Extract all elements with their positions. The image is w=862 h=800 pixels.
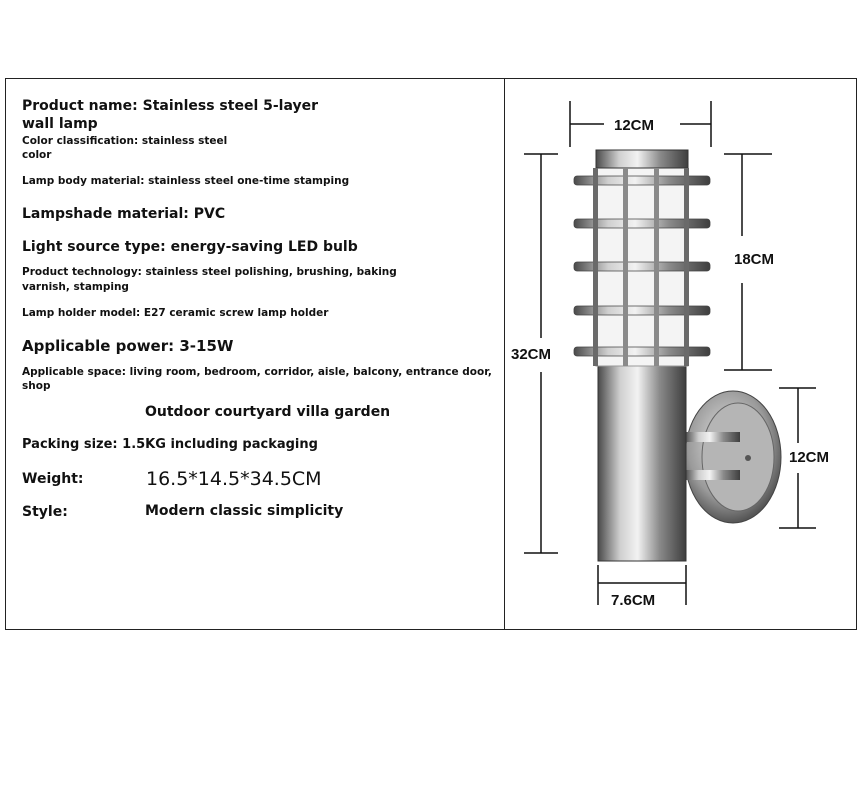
weight-value: 16.5*14.5*34.5CM xyxy=(146,468,322,490)
dimension-tube-width: 7.6CM xyxy=(611,592,656,609)
product-name-line2: wall lamp xyxy=(22,116,98,132)
packing-size: Packing size: 1.5KG including packaging xyxy=(22,437,318,452)
dimension-shade-height: 18CM xyxy=(734,251,775,268)
lamp-tube xyxy=(598,366,686,561)
lamp-body-material: Lamp body material: stainless steel one-time stamping xyxy=(22,175,350,187)
dimension-total-height: 32CM xyxy=(511,346,552,363)
product-name-line1: Product name: Stainless steel 5-layer xyxy=(22,98,319,114)
product-technology-line2: varnish, stamping xyxy=(22,281,129,293)
style-label: Style: xyxy=(22,504,68,520)
color-classification-line2: color xyxy=(22,149,52,161)
applicable-space-outdoor: Outdoor courtyard villa garden xyxy=(145,404,391,420)
color-classification-line1: Color classification: stainless steel xyxy=(22,135,228,147)
wall-lamp-illustration xyxy=(505,79,856,629)
applicable-power: Applicable power: 3-15W xyxy=(22,337,234,355)
weight-label: Weight: xyxy=(22,471,84,487)
dimension-base-diameter: 12CM xyxy=(789,449,830,466)
applicable-space-line1: Applicable space: living room, bedroom, corridor, aisle, balcony, entrance door, xyxy=(22,366,492,378)
product-technology-line1: Product technology: stainless steel polishing, brushing, baking xyxy=(22,266,397,278)
applicable-space-line2: shop xyxy=(22,380,51,392)
light-source-type: Light source type: energy-saving LED bulb xyxy=(22,239,358,255)
style-value: Modern classic simplicity xyxy=(145,503,344,519)
wall-base-plate xyxy=(685,391,781,523)
lamp-shade xyxy=(574,150,710,366)
dimension-top-width: 12CM xyxy=(614,117,655,134)
lamp-holder-model: Lamp holder model: E27 ceramic screw lamp holder xyxy=(22,307,329,319)
lampshade-material: Lampshade material: PVC xyxy=(22,206,226,222)
